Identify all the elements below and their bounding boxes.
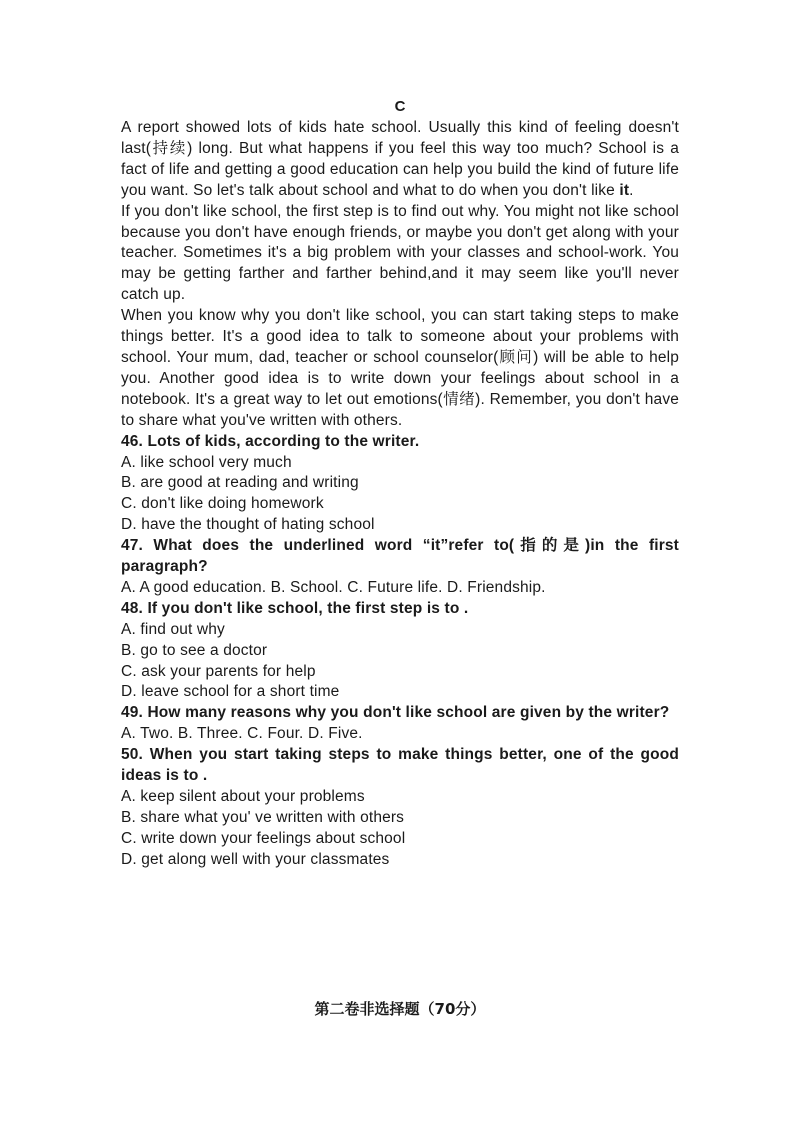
question-46: 46. Lots of kids, according to the writer. (121, 432, 420, 450)
question-47: 47. What does the underlined word “it”refer to(指的是)in the first paragraph? (121, 537, 679, 576)
passage-p1-text: A report showed lots of kids hate school. Usually this kind of feeling doesn't last(持续) long. But what happens if you feel this way too much? School is a fact of life and getting a good education can help you build the kind of future life you want. So let's talk about school and what to do when you don't like (121, 119, 679, 199)
q48-option-d: D. leave school for a short time (121, 683, 340, 701)
passage-paragraph-3: When you know why you don't like school, you can start taking steps to make things better. It's a good idea to talk to someone about your problems with school. Your mum, dad, teacher or school counselor(顾问) will be able to help you. Another good idea is to write down your feelings about school in a notebook. It's a great way to let out emotions(情绪). Remember, you don't have to share what you've written with others. (121, 307, 679, 429)
passage-paragraph-2: If you don't like school, the first step is to find out why. You might not like school because you don't have enough friends, or maybe you don't get along with your teacher. Sometimes it's a big problem with your classes and school-work. You may be getting farther and farther behind,and it may seem like you'll never catch up. (121, 202, 679, 304)
q46-option-b: B. are good at reading and writing (121, 474, 359, 492)
q48-option-a: A. find out why (121, 620, 225, 638)
q50-option-a: A. keep silent about your problems (121, 788, 365, 805)
underlined-word-it: it (619, 181, 630, 199)
question-50: 50. When you start taking steps to make things better, one of the good ideas is to . (121, 746, 679, 785)
question-49: 49. How many reasons why you don't like school are given by the writer? (121, 704, 670, 722)
question-48: 48. If you don't like school, the first step is to . (121, 599, 469, 617)
q46-option-c: C. don't like doing homework (121, 495, 324, 513)
q48-option-b: B. go to see a doctor (121, 641, 268, 659)
q46-option-d: D. have the thought of hating school (121, 516, 375, 534)
section-footer-heading: 第二卷非选择题（70分） (314, 1000, 486, 1018)
q50-option-d: D. get along well with your classmates (121, 850, 390, 868)
q47-options: A. A good education. B. School. C. Future life. D. Friendship. (121, 578, 546, 596)
passage-p1-end: . (629, 181, 634, 199)
section-label: C (394, 98, 406, 115)
q49-options: A. Two. B. Three. C. Four. D. Five. (121, 725, 363, 743)
q50-option-b: B. share what you' ve written with others (121, 808, 405, 826)
document-page (121, 97, 679, 871)
q48-option-c: C. ask your parents for help (121, 662, 316, 680)
passage-paragraph-1 (121, 118, 679, 202)
q50-option-c: C. write down your feelings about school (121, 829, 406, 847)
q46-option-a: A. like school very much (121, 453, 292, 471)
